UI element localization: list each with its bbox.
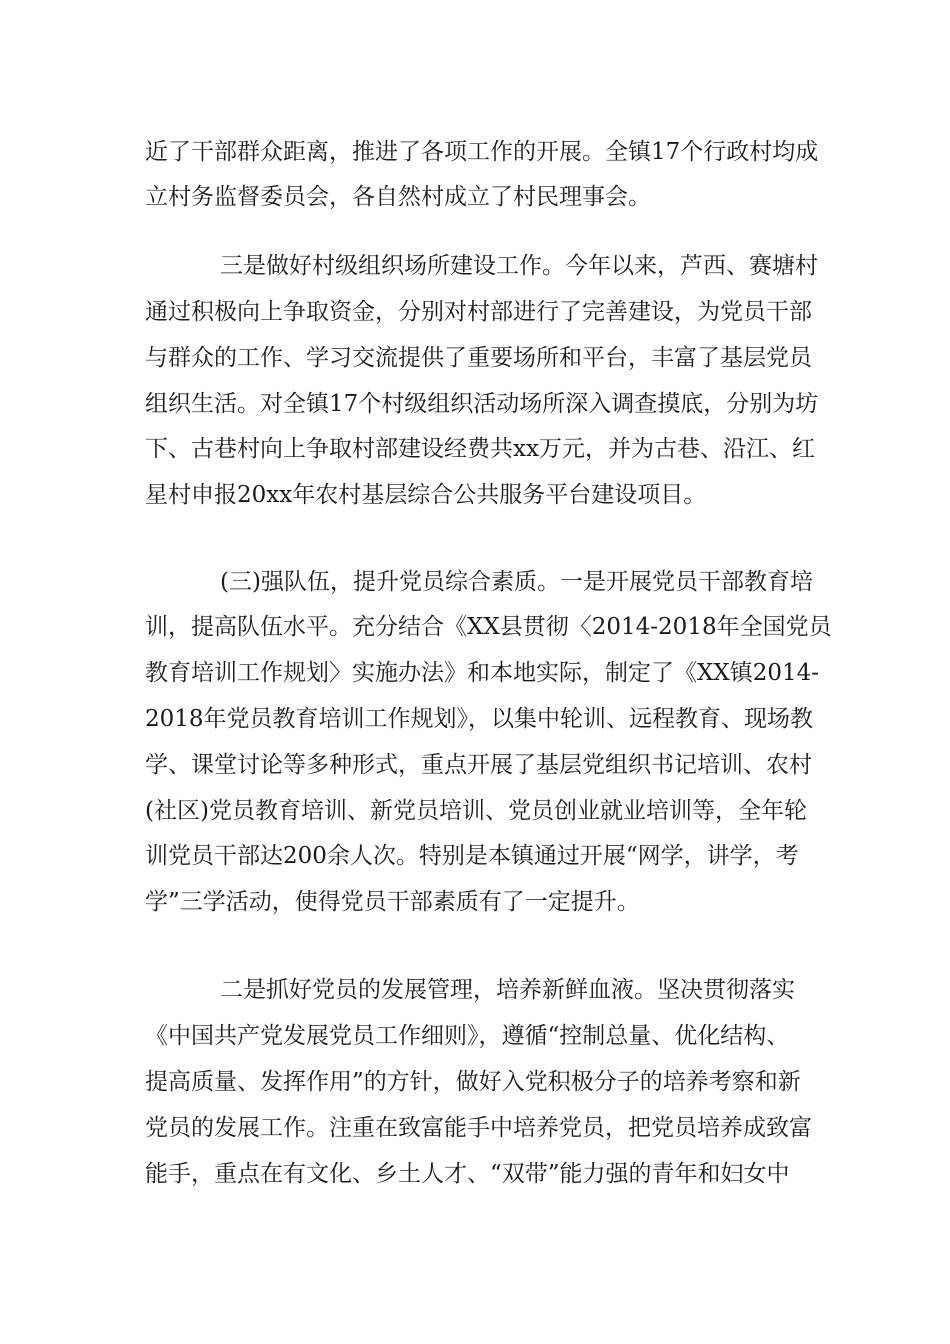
paragraph-line: (社区)党员教育培训、新党员培训、党员创业就业培训等，全年轮 <box>145 798 807 824</box>
paragraph-line: 训，提高队伍水平。充分结合《XX县贯彻〈2014-2018年全国党员 <box>145 614 832 640</box>
paragraph-line: 星村申报20xx年农村基层综合公共服务平台建设项目。 <box>145 482 707 508</box>
paragraph-line: 三是做好村级组织场所建设工作。今年以来，芦西、赛塘村 <box>220 253 818 279</box>
paragraph-line: (三)强队伍，提升党员综合素质。一是开展党员干部教育培 <box>220 569 813 595</box>
paragraph-line: 通过积极向上争取资金，分别对村部进行了完善建设，为党员干部 <box>145 299 812 325</box>
paragraph-line: 下、古巷村向上争取村部建设经费共xx万元，并为古巷、沿江、红 <box>145 436 815 462</box>
paragraph-line: 提高质量、发挥作用”的方针，做好入党积极分子的培养考察和新 <box>145 1069 801 1095</box>
paragraph-line: 学、课堂讨论等多种形式，重点开展了基层党组织书记培训、农村 <box>145 752 812 778</box>
paragraph-line: 与群众的工作、学习交流提供了重要场所和平台，丰富了基层党员 <box>145 345 812 371</box>
paragraph-line: 组织生活。对全镇17个村级组织活动场所深入调查摸底，分别为坊 <box>145 391 819 417</box>
paragraph-line: 近了干部群众距离，推进了各项工作的开展。全镇17个行政村均成 <box>145 139 819 165</box>
paragraph-line: 立村务监督委员会，各自然村成立了村民理事会。 <box>145 184 651 210</box>
paragraph-line: 2018年党员教育培训工作规划》，以集中轮训、远程教育、现场教 <box>145 706 814 732</box>
paragraph-line: 训党员干部达200余人次。特别是本镇通过开展“网学，讲学，考 <box>145 843 799 869</box>
paragraph-line: 二是抓好党员的发展管理，培养新鲜血液。坚决贯彻落实 <box>220 977 795 1003</box>
paragraph-line: 能手，重点在有文化、乡土人才、“双带”能力强的青年和妇女中 <box>145 1161 790 1187</box>
paragraph-line: 党员的发展工作。注重在致富能手中培养党员，把党员培养成致富 <box>145 1115 812 1141</box>
paragraph-line: 教育培训工作规划〉实施办法》和本地实际，制定了《XX镇2014- <box>145 660 820 686</box>
paragraph-line: 学”三学活动，使得党员干部素质有了一定提升。 <box>145 889 640 915</box>
paragraph-line: 《中国共产党发展党员工作细则》，遵循“控制总量、优化结构、 <box>145 1023 790 1049</box>
